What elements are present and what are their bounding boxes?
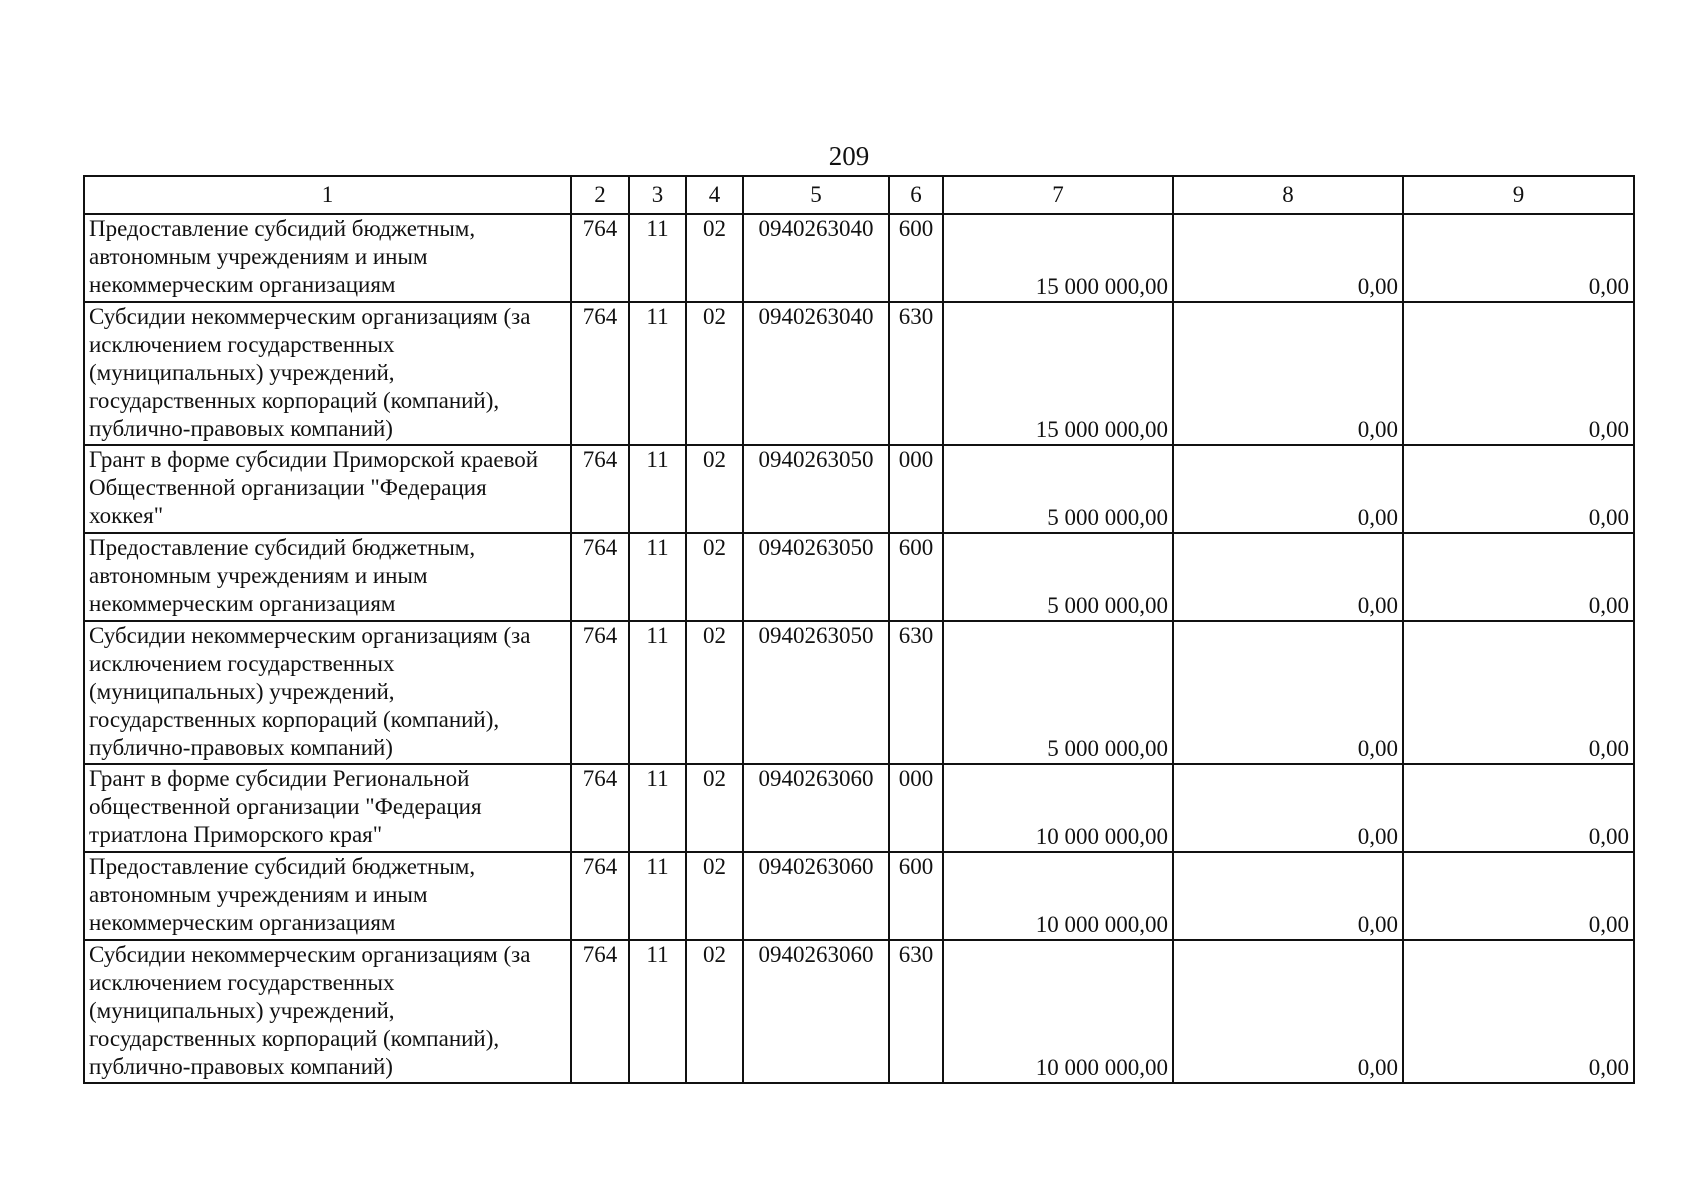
cell-admin-code: 764 — [571, 940, 629, 1083]
cell-amount-9: 0,00 — [1403, 302, 1634, 445]
table-row — [84, 445, 1634, 533]
column-header: 7 — [943, 176, 1173, 214]
cell-amount-9: 0,00 — [1403, 940, 1634, 1083]
cell-amount-9: 0,00 — [1403, 445, 1634, 533]
row-name: Предоставление субсидий бюджетным, автономным учреждениям и иным некоммерческим организациям — [84, 533, 571, 621]
column-header: 9 — [1403, 176, 1634, 214]
table-row — [84, 621, 1634, 764]
page-number: 209 — [828, 141, 870, 171]
budget-table — [83, 175, 1635, 1084]
cell-amount-7: 15 000 000,00 — [943, 302, 1173, 445]
cell-amount-7: 10 000 000,00 — [943, 852, 1173, 940]
cell-subsection: 02 — [686, 533, 743, 621]
cell-amount-9: 0,00 — [1403, 621, 1634, 764]
cell-admin-code: 764 — [571, 621, 629, 764]
cell-amount-8: 0,00 — [1173, 940, 1403, 1083]
cell-admin-code: 764 — [571, 764, 629, 852]
cell-amount-9: 0,00 — [1403, 852, 1634, 940]
column-header: 1 — [84, 176, 571, 214]
row-name: Грант в форме субсидии Региональной общественной организации "Федерация триатлона Приморского края" — [84, 764, 571, 852]
column-header: 4 — [686, 176, 743, 214]
cell-section: 11 — [629, 621, 686, 764]
column-header: 8 — [1173, 176, 1403, 214]
cell-target-article: 0940263060 — [743, 764, 889, 852]
cell-subsection: 02 — [686, 621, 743, 764]
cell-amount-8: 0,00 — [1173, 445, 1403, 533]
cell-amount-8: 0,00 — [1173, 852, 1403, 940]
table-row — [84, 764, 1634, 852]
column-header: 3 — [629, 176, 686, 214]
cell-section: 11 — [629, 852, 686, 940]
table-row — [84, 214, 1634, 302]
row-name: Предоставление субсидий бюджетным, автономным учреждениям и иным некоммерческим организациям — [84, 214, 571, 302]
cell-section: 11 — [629, 764, 686, 852]
cell-amount-9: 0,00 — [1403, 764, 1634, 852]
table-row — [84, 852, 1634, 940]
cell-amount-9: 0,00 — [1403, 533, 1634, 621]
cell-target-article: 0940263040 — [743, 214, 889, 302]
row-name: Субсидии некоммерческим организациям (за исключением государственных (муниципальных) учреждений, государственных корпораций (компаний), публично-правовых компаний) — [84, 621, 571, 764]
column-header: 2 — [571, 176, 629, 214]
cell-subsection: 02 — [686, 302, 743, 445]
cell-amount-9: 0,00 — [1403, 214, 1634, 302]
cell-subsection: 02 — [686, 852, 743, 940]
column-header: 6 — [889, 176, 943, 214]
cell-section: 11 — [629, 445, 686, 533]
cell-target-article: 0940263060 — [743, 940, 889, 1083]
cell-amount-7: 5 000 000,00 — [943, 445, 1173, 533]
cell-section: 11 — [629, 533, 686, 621]
cell-admin-code: 764 — [571, 445, 629, 533]
cell-target-article: 0940263060 — [743, 852, 889, 940]
cell-expense-type: 630 — [889, 940, 943, 1083]
cell-expense-type: 630 — [889, 302, 943, 445]
cell-target-article: 0940263050 — [743, 445, 889, 533]
table-row — [84, 940, 1634, 1083]
cell-expense-type: 630 — [889, 621, 943, 764]
row-name: Предоставление субсидий бюджетным, автономным учреждениям и иным некоммерческим организациям — [84, 852, 571, 940]
cell-expense-type: 600 — [889, 852, 943, 940]
cell-admin-code: 764 — [571, 214, 629, 302]
row-name: Субсидии некоммерческим организациям (за исключением государственных (муниципальных) учреждений, государственных корпораций (компаний), публично-правовых компаний) — [84, 940, 571, 1083]
cell-amount-8: 0,00 — [1173, 533, 1403, 621]
table-row — [84, 302, 1634, 445]
row-name: Грант в форме субсидии Приморской краевой Общественной организации "Федерация хоккея" — [84, 445, 571, 533]
cell-target-article: 0940263050 — [743, 533, 889, 621]
cell-amount-8: 0,00 — [1173, 621, 1403, 764]
cell-amount-8: 0,00 — [1173, 302, 1403, 445]
column-header: 5 — [743, 176, 889, 214]
cell-admin-code: 764 — [571, 852, 629, 940]
cell-amount-7: 5 000 000,00 — [943, 533, 1173, 621]
cell-expense-type: 000 — [889, 764, 943, 852]
cell-target-article: 0940263040 — [743, 302, 889, 445]
cell-section: 11 — [629, 302, 686, 445]
cell-expense-type: 600 — [889, 533, 943, 621]
cell-section: 11 — [629, 214, 686, 302]
cell-expense-type: 000 — [889, 445, 943, 533]
cell-amount-8: 0,00 — [1173, 764, 1403, 852]
cell-subsection: 02 — [686, 940, 743, 1083]
cell-amount-7: 10 000 000,00 — [943, 764, 1173, 852]
cell-amount-7: 15 000 000,00 — [943, 214, 1173, 302]
cell-subsection: 02 — [686, 445, 743, 533]
cell-subsection: 02 — [686, 764, 743, 852]
header-row — [84, 176, 1634, 214]
table-row — [84, 533, 1634, 621]
cell-expense-type: 600 — [889, 214, 943, 302]
cell-subsection: 02 — [686, 214, 743, 302]
row-name: Субсидии некоммерческим организациям (за исключением государственных (муниципальных) учреждений, государственных корпораций (компаний), публично-правовых компаний) — [84, 302, 571, 445]
cell-admin-code: 764 — [571, 533, 629, 621]
cell-amount-7: 10 000 000,00 — [943, 940, 1173, 1083]
cell-amount-7: 5 000 000,00 — [943, 621, 1173, 764]
cell-admin-code: 764 — [571, 302, 629, 445]
cell-target-article: 0940263050 — [743, 621, 889, 764]
cell-amount-8: 0,00 — [1173, 214, 1403, 302]
cell-section: 11 — [629, 940, 686, 1083]
